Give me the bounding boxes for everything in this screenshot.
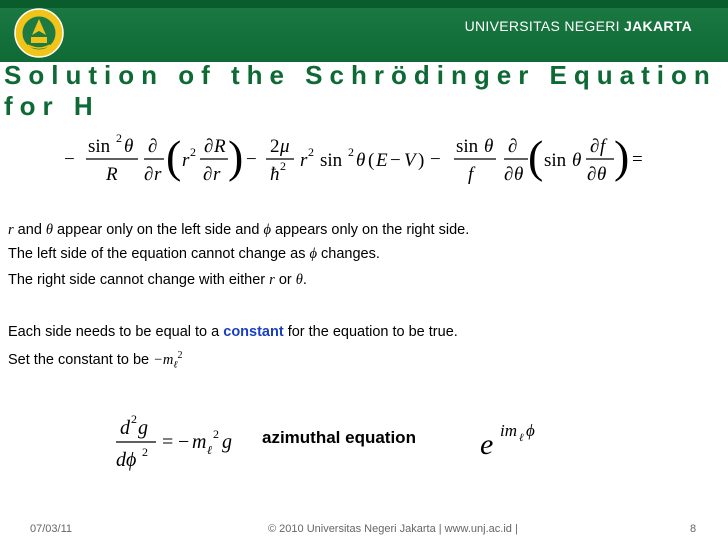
- svg-text:−: −: [430, 149, 441, 170]
- svg-text:ℓ: ℓ: [207, 443, 212, 457]
- svg-text:−: −: [178, 431, 190, 453]
- svg-text:−: −: [390, 150, 401, 171]
- svg-text:m: m: [192, 431, 207, 453]
- svg-text:−: −: [246, 149, 257, 170]
- svg-text:): ): [418, 150, 425, 171]
- svg-text:sin: sin: [456, 136, 479, 157]
- svg-text:2: 2: [270, 136, 280, 157]
- svg-text:dϕ: dϕ: [116, 449, 137, 471]
- svg-text:θ: θ: [597, 164, 607, 185]
- slide-footer: [0, 510, 728, 546]
- svg-text:g: g: [138, 417, 148, 439]
- svg-text:−: −: [64, 149, 75, 170]
- svg-text:2: 2: [116, 131, 122, 145]
- svg-text:2: 2: [131, 412, 137, 426]
- page-number: 8: [690, 523, 697, 535]
- svg-text:d: d: [120, 417, 130, 439]
- svg-text:μ: μ: [280, 136, 290, 157]
- university-logo-icon: [6, 5, 72, 61]
- svg-text:θ: θ: [484, 136, 494, 157]
- text-line-1: r and θ appear only on the left side and ϕ appears only on the right side.: [8, 222, 470, 238]
- svg-text:(: (: [368, 150, 375, 171]
- footer-date: 07/03/11: [30, 523, 73, 535]
- svg-text:(: (: [528, 131, 544, 182]
- svg-text:f: f: [468, 164, 474, 185]
- svg-text:ϕ: ϕ: [526, 421, 535, 440]
- university-name: UNIVERSITAS NEGERI JAKARTA: [464, 18, 692, 34]
- svg-text:f: f: [600, 136, 606, 157]
- slide-header: [0, 0, 728, 62]
- svg-text:sin: sin: [544, 150, 567, 171]
- svg-text:=: =: [632, 149, 643, 170]
- svg-text:2: 2: [213, 427, 219, 441]
- azimuthal-equation: [112, 410, 252, 474]
- svg-text:ħ: ħ: [270, 164, 280, 185]
- svg-text:im: im: [500, 421, 517, 440]
- svg-text:∂: ∂: [203, 164, 213, 185]
- svg-text:2: 2: [142, 445, 148, 459]
- svg-text:θ: θ: [572, 150, 582, 171]
- svg-text:2: 2: [308, 145, 314, 159]
- svg-text:∂: ∂: [204, 136, 214, 157]
- svg-text:): ): [228, 131, 244, 182]
- svg-text:e: e: [480, 428, 494, 461]
- separated-equation: [60, 128, 650, 190]
- svg-text:∂: ∂: [508, 136, 518, 157]
- svg-text:∂: ∂: [148, 136, 158, 157]
- text-line-2: The left side of the equation cannot change as ϕ changes.: [8, 246, 380, 262]
- svg-text:): ): [614, 131, 630, 182]
- constant-keyword: constant: [223, 324, 284, 340]
- svg-text:∂: ∂: [144, 164, 154, 185]
- svg-text:=: =: [162, 431, 174, 453]
- svg-text:R: R: [214, 136, 226, 157]
- svg-text:sin: sin: [320, 150, 343, 171]
- header-top-bar: [0, 0, 728, 8]
- text-line-3: The right side cannot change with either r or θ.: [8, 272, 307, 288]
- svg-text:∂: ∂: [504, 164, 514, 185]
- svg-text:ℓ: ℓ: [519, 432, 524, 444]
- azimuthal-solution: [476, 412, 556, 462]
- text-line-5: Set the constant to be $-m_\ell^2$: [8, 350, 183, 371]
- svg-text:E: E: [376, 150, 388, 171]
- svg-text:g: g: [222, 431, 232, 453]
- azimuthal-equation-label: azimuthal equation: [262, 428, 416, 447]
- svg-text:(: (: [166, 131, 182, 182]
- svg-text:2: 2: [280, 159, 286, 173]
- svg-text:r: r: [300, 150, 308, 171]
- svg-text:2: 2: [348, 145, 354, 159]
- svg-text:V: V: [404, 150, 416, 171]
- text-line-4: Each side needs to be equal to a constant for the equation to be true.: [8, 324, 458, 340]
- svg-text:r: r: [182, 150, 190, 171]
- svg-text:∂: ∂: [587, 164, 597, 185]
- svg-text:θ: θ: [356, 150, 366, 171]
- svg-text:R: R: [106, 164, 118, 185]
- svg-text:∂: ∂: [590, 136, 600, 157]
- svg-text:r: r: [154, 164, 162, 185]
- svg-text:θ: θ: [514, 164, 524, 185]
- svg-text:2: 2: [190, 145, 196, 159]
- svg-text:r: r: [213, 164, 221, 185]
- svg-text:θ: θ: [124, 136, 134, 157]
- slide-title: Solution of the Schrödinger Equation for H: [4, 60, 717, 121]
- svg-text:sin: sin: [88, 136, 111, 157]
- footer-copyright: © 2010 Universitas Negeri Jakarta | www.unj.ac.id |: [268, 523, 518, 535]
